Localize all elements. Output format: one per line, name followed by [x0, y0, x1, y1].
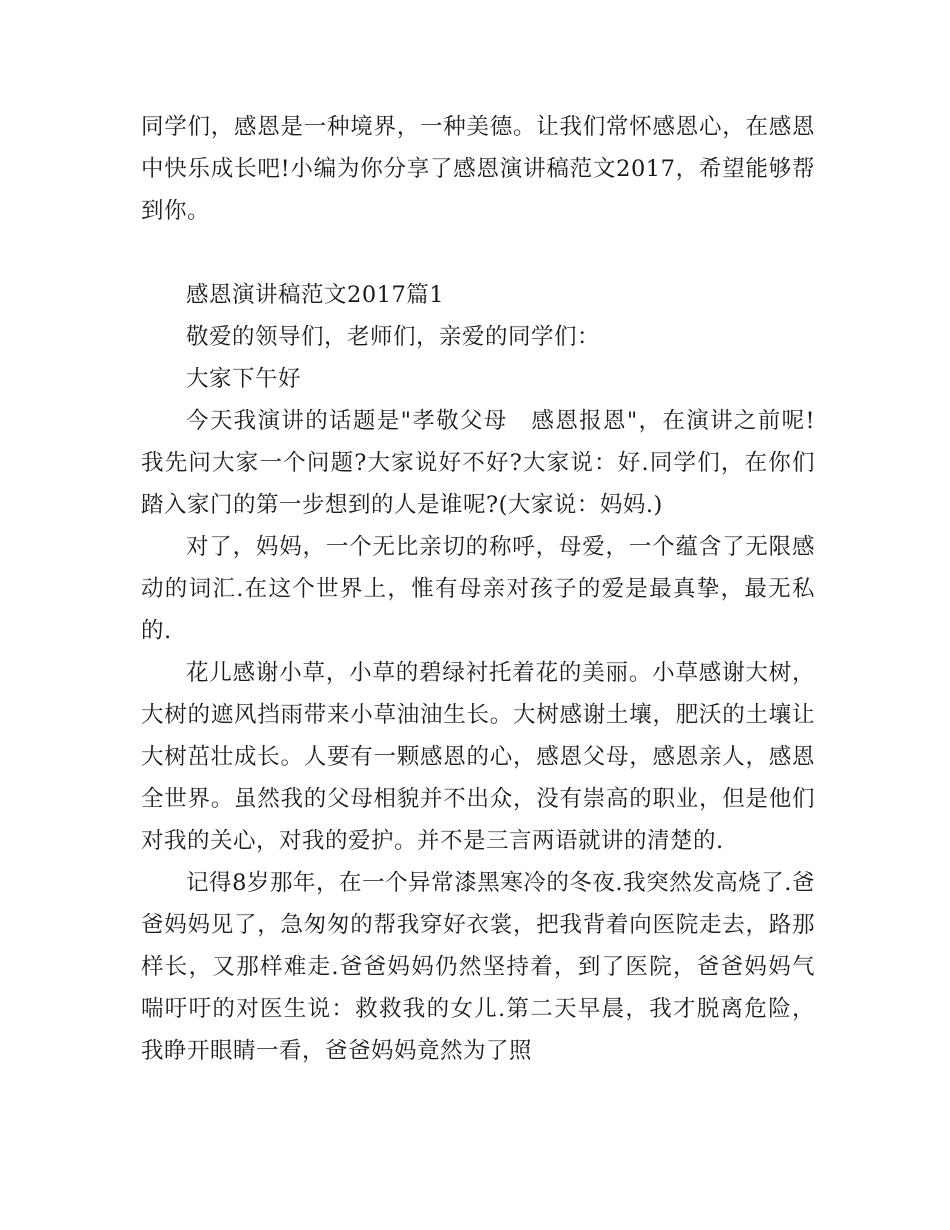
body-paragraph-1: 今天我演讲的话题是"孝敬父母 感恩报恩"，在演讲之前呢!我先问大家一个问题?大家说好不好?大家说：好.同学们，在你们踏入家门的第一步想到的人是谁呢?(大家说：妈妈.)	[141, 408, 815, 518]
intro-paragraph: 同学们，感恩是一种境界，一种美德。让我们常怀感恩心，在感恩中快乐成长吧!小编为你分享了感恩演讲稿范文2017，希望能够帮到你。	[141, 114, 815, 224]
body-paragraph-2: 对了，妈妈，一个无比亲切的称呼，母爱，一个蕴含了无限感动的词汇.在这个世界上，惟有母亲对孩子的爱是最真挚，最无私的.	[141, 534, 815, 644]
body-paragraph-3: 花儿感谢小草，小草的碧绿衬托着花的美丽。小草感谢大树，大树的遮风挡雨带来小草油油生长。大树感谢土壤，肥沃的土壤让大树茁壮成长。人要有一颗感恩的心，感恩父母，感恩亲人，感恩全世界。虽然我的父母相貌并不出众，没有崇高的职业，但是他们对我的关心，对我的爱护。并不是三言两语就讲的清楚的.	[141, 660, 815, 854]
section-heading: 感恩演讲稿范文2017篇1	[186, 282, 445, 308]
body-paragraph-4: 记得8岁那年，在一个异常漆黑寒冷的冬夜.我突然发高烧了.爸爸妈妈见了，急匆匆的帮我穿好衣裳，把我背着向医院走去，路那样长，又那样难走.爸爸妈妈仍然坚持着，到了医院，爸爸妈妈气喘吁吁的对医生说：救救我的女儿.第二天早晨，我才脱离危险，我睁开眼睛一看，爸爸妈妈竟然为了照	[141, 870, 815, 1064]
greeting-line: 大家下午好	[186, 366, 302, 392]
salutation-line: 敬爱的领导们，老师们，亲爱的同学们：	[186, 324, 601, 350]
document-body	[141, 106, 815, 1072]
